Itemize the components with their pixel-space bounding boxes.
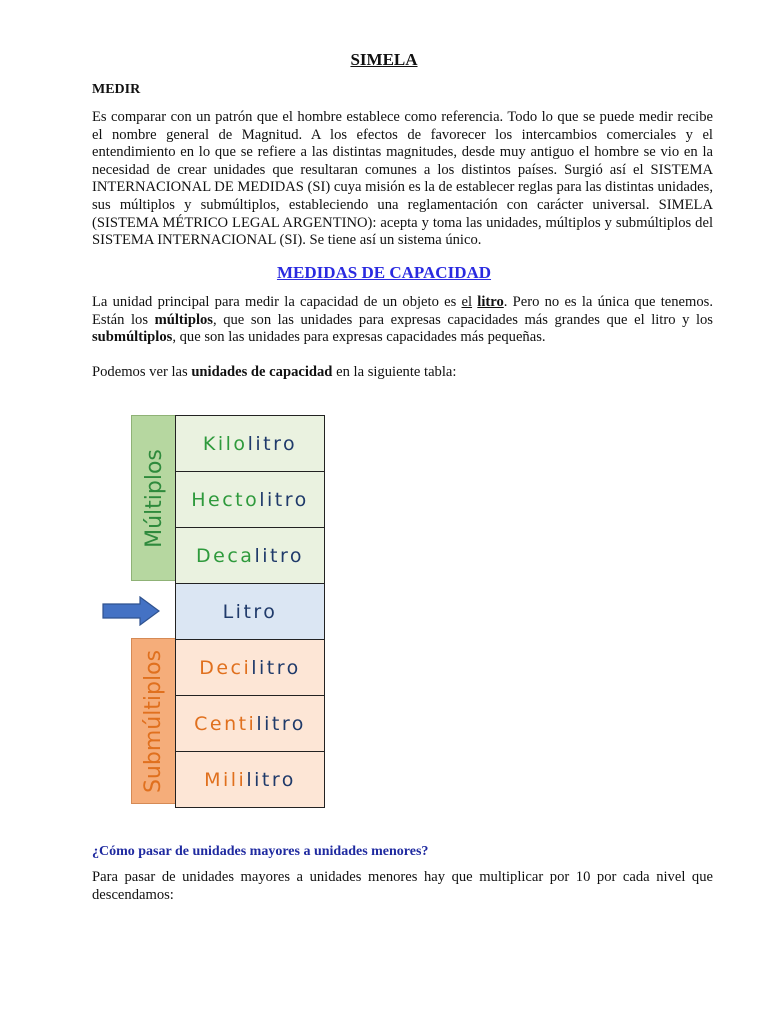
unit-row-decalitro [176, 528, 324, 584]
unit-root: litro [254, 544, 304, 567]
section-label-medir: MEDIR [92, 82, 141, 97]
unit-prefix: Hecto [191, 488, 260, 511]
unit-root: litro [256, 712, 306, 735]
multiplos-label-text: Múltiplos [141, 448, 167, 548]
unit-root: litro [251, 656, 301, 679]
capacity-text-2: . Pero no es la única que tenemos. Están los [92, 294, 713, 328]
capacity-text-4: , que son las unidades para expresas capacidades más pequeñas. [172, 329, 546, 346]
unit-row-centilitro [176, 696, 324, 752]
unit-row-litro [176, 584, 324, 640]
capacity-text-litro: litro [477, 294, 504, 310]
capacity-text-el: el [461, 294, 473, 310]
intro-paragraph: Es comparar con un patrón que el hombre establece como referencia. Todo lo que se puede medir recibe el nombre general de Magnitud. A los efectos de favorecer los intercambios comerciales y el entendimiento en lo que se refiere a las distintas magnitudes, desde muy antiguo el hombre se vio en la necesidad de crear unidades que resultaran comunes a los distintos países. Surgió así el SISTEMA INTERNACIONAL DE MEDIDAS (SI) cuya misión es la de establecer reglas para las distintas unidades, sus múltiplos y submúltiplos, estableciendo una reglamentación con carácter universal. SIMELA (SISTEMA MÉTRICO LEGAL ARGENTINO): acepta y toma las unidades, múltiplos y submúltiplos del SISTEMA INTERNACIONAL (SI). Se tiene así un sistema único. [92, 109, 713, 249]
unit-prefix: Kilo [202, 432, 248, 455]
table-intro-bold: unidades de capacidad [191, 364, 333, 380]
answer-paragraph: Para pasar de unidades mayores a unidades menores hay que multiplicar por 10 por cada nivel que descendamos: [92, 869, 713, 903]
submultiplos-label-text: Submúltiplos [141, 649, 167, 793]
unit-prefix: Deci [199, 656, 252, 679]
unit-prefix: Deca [196, 544, 255, 567]
capacity-text-1: La unidad principal para medir la capacidad de un objeto es [92, 294, 462, 310]
capacity-paragraph [92, 294, 713, 347]
table-intro [92, 364, 713, 382]
capacity-units-table [175, 415, 325, 808]
submultiplos-side-label [131, 638, 177, 804]
unit-row-decilitro [176, 640, 324, 696]
unit-root: litro [259, 488, 309, 511]
document-title: SIMELA [350, 50, 418, 69]
table-intro-text-1: Podemos ver las [92, 364, 192, 380]
capacity-text-submultiplos: submúltiplos [92, 329, 173, 346]
unit-root: litro [247, 432, 298, 455]
question-heading: ¿Cómo pasar de unidades mayores a unidades menores? [92, 844, 429, 859]
capacity-text-multiplos: múltiplos [154, 311, 213, 328]
unit-row-kilolitro [176, 416, 324, 472]
unit-row-mililitro [176, 752, 324, 808]
multiplos-side-label [131, 415, 177, 581]
unit-prefix: Mili [204, 768, 247, 791]
capacity-text-3: , que son las unidades para expresas capacidades más grandes que el litro y los [212, 311, 713, 328]
right-arrow-icon [102, 596, 160, 626]
unit-root: litro [246, 768, 296, 791]
capacity-section-title: MEDIDAS DE CAPACIDAD [276, 263, 492, 282]
unit-prefix: Centi [194, 712, 257, 735]
table-intro-text-2: en la siguiente tabla: [332, 364, 457, 380]
unit-base: Litro [222, 600, 278, 623]
unit-row-hectolitro [176, 472, 324, 528]
